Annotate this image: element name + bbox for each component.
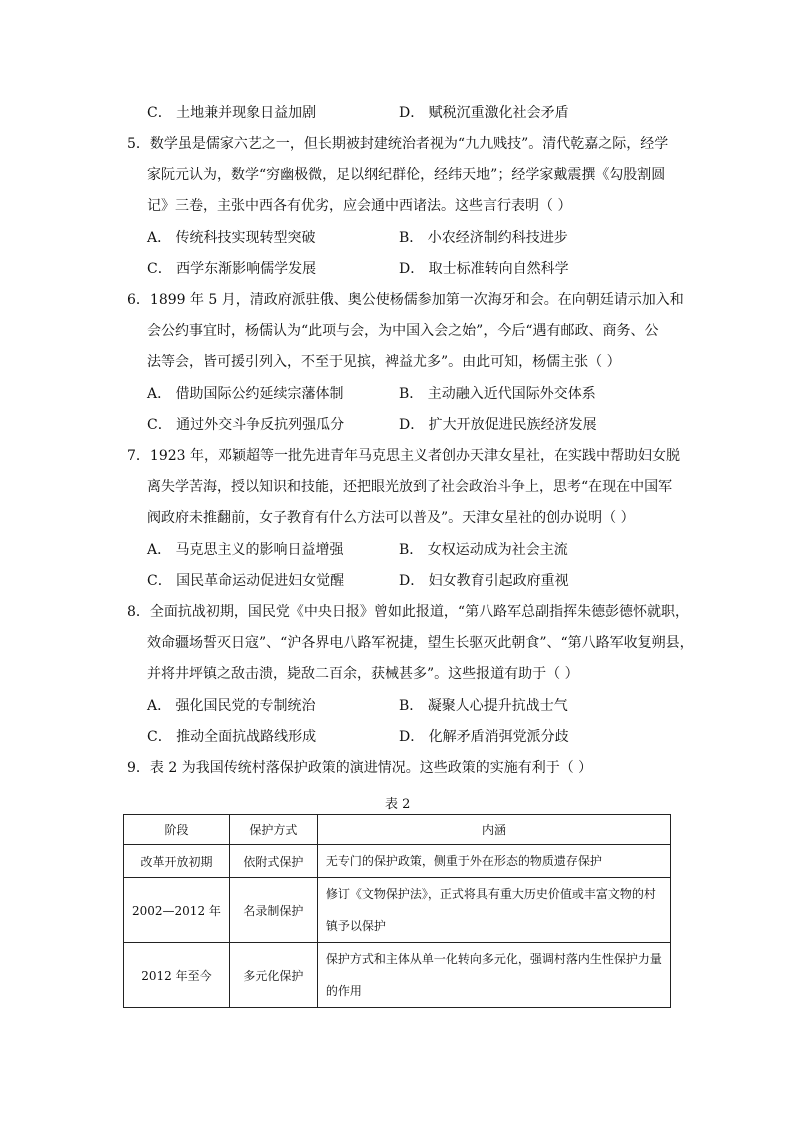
q7-stem-line-2: 离失学苦海，授以知识和技能，还把眼光放到了社会政治斗争上，思考“在现在中国军: [147, 479, 673, 495]
q5-option-b: B． 小农经济制约科技进步: [399, 230, 568, 246]
q6-stem-line-2: 会公约事宜时，杨儒认为“此项与会，为中国入会之始”，今后“遇有邮政、商务、公: [147, 323, 659, 339]
q6-option-c: C． 通过外交斗争反抗列强瓜分: [147, 417, 345, 433]
q5-option-c: C． 西学东渐影响儒学发展: [147, 261, 317, 277]
table-header-content: 内涵: [317, 815, 670, 845]
table-cell-stage: 2012 年至今: [124, 943, 230, 1008]
q8-option-a: A． 强化国民党的专制统治: [147, 698, 316, 714]
q6-stem-line-1: 6．1899 年 5 月，清政府派驻俄、奥公使杨儒参加第一次海牙和会。在向朝廷请示加入和: [127, 292, 684, 308]
table-caption: 表 2: [385, 797, 411, 812]
table-header-row: [124, 815, 671, 845]
q7-stem-line-3: 阀政府未推翻前，女子教育有什么方法可以普及”。天津女星社的创办说明（ ）: [147, 510, 635, 526]
table-cell-method: 名录制保护: [229, 878, 317, 943]
table-cell-method: 多元化保护: [229, 943, 317, 1008]
q8-stem-line-1: 8．全面抗战初期，国民党《中央日报》曾如此报道，“第八路军总副指挥朱德彭德怀就职，: [127, 604, 690, 620]
q6-option-a: A． 借助国际公约延续宗藩体制: [147, 386, 344, 402]
q8-option-c: C． 推动全面抗战路线形成: [147, 729, 317, 745]
q5-option-a: A． 传统科技实现转型突破: [147, 230, 316, 246]
table-cell-content: 无专门的保护政策，侧重于外在形态的物质遗存保护: [317, 845, 670, 878]
q7-option-b: B． 女权运动成为社会主流: [399, 542, 568, 558]
q7-option-d: D． 妇女教育引起政府重视: [399, 573, 569, 589]
table-cell-stage: 2002—2012 年: [124, 878, 230, 943]
q6-option-b: B． 主动融入近代国际外交体系: [399, 386, 596, 402]
q9-stem-line-1: 9．表 2 为我国传统村落保护政策的演进情况。这些政策的实施有利于（ ）: [127, 760, 593, 776]
table-cell-stage: 改革开放初期: [124, 845, 230, 878]
q6-stem-line-3: 法等会，皆可援引列入，不至于见摈，裨益尤多”。由此可知，杨儒主张（ ）: [147, 354, 621, 370]
policy-table: [123, 814, 671, 1008]
q4-option-d: D． 赋税沉重激化社会矛盾: [399, 105, 569, 121]
q8-option-b: B． 凝聚人心提升抗战士气: [399, 698, 568, 714]
table-header-stage: 阶段: [124, 815, 230, 845]
q7-stem-line-1: 7．1923 年，邓颖超等一批先进青年马克思主义者创办天津女星社，在实践中帮助妇女脱: [127, 448, 680, 464]
table-header-method: 保护方式: [229, 815, 317, 845]
table-cell-content: 修订《文物保护法》，正式将具有重大历史价值或丰富文物的村镇予以保护: [317, 878, 670, 943]
q7-option-c: C． 国民革命运动促进妇女觉醒: [147, 573, 345, 589]
table-row: [124, 943, 671, 1008]
q4-option-c: C． 土地兼并现象日益加剧: [147, 105, 317, 121]
q5-option-d: D． 取士标准转向自然科学: [399, 261, 569, 277]
table-row: [124, 878, 671, 943]
q7-option-a: A． 马克思主义的影响日益增强: [147, 542, 344, 558]
q8-stem-line-2: 效命疆场誓灭日寇”、“沪各界电八路军祝捷，望生长驱灭此朝食”、“第八路军收复朔县，: [147, 635, 694, 651]
q5-stem-line-3: 记》三卷，主张中西各有优劣，应会通中西诸法。这些言行表明（ ）: [147, 198, 572, 214]
q5-stem-line-1: 5．数学虽是儒家六艺之一，但长期被封建统治者视为“九九贱技”。清代乾嘉之际，经学: [127, 136, 669, 152]
table-row: [124, 845, 671, 878]
q8-stem-line-3: 并将井坪镇之敌击溃，毙敌二百余，获械甚多”。这些报道有助于（ ）: [147, 666, 579, 682]
table-cell-method: 依附式保护: [229, 845, 317, 878]
q6-option-d: D． 扩大开放促进民族经济发展: [399, 417, 597, 433]
q8-option-d: D． 化解矛盾消弭党派分歧: [399, 729, 569, 745]
q5-stem-line-2: 家阮元认为，数学“穷幽极微，足以纲纪群伦，经纬天地”；经学家戴震撰《勾股割圆: [147, 167, 666, 183]
table-cell-content: 保护方式和主体从单一化转向多元化，强调村落内生性保护力量的作用: [317, 943, 670, 1008]
